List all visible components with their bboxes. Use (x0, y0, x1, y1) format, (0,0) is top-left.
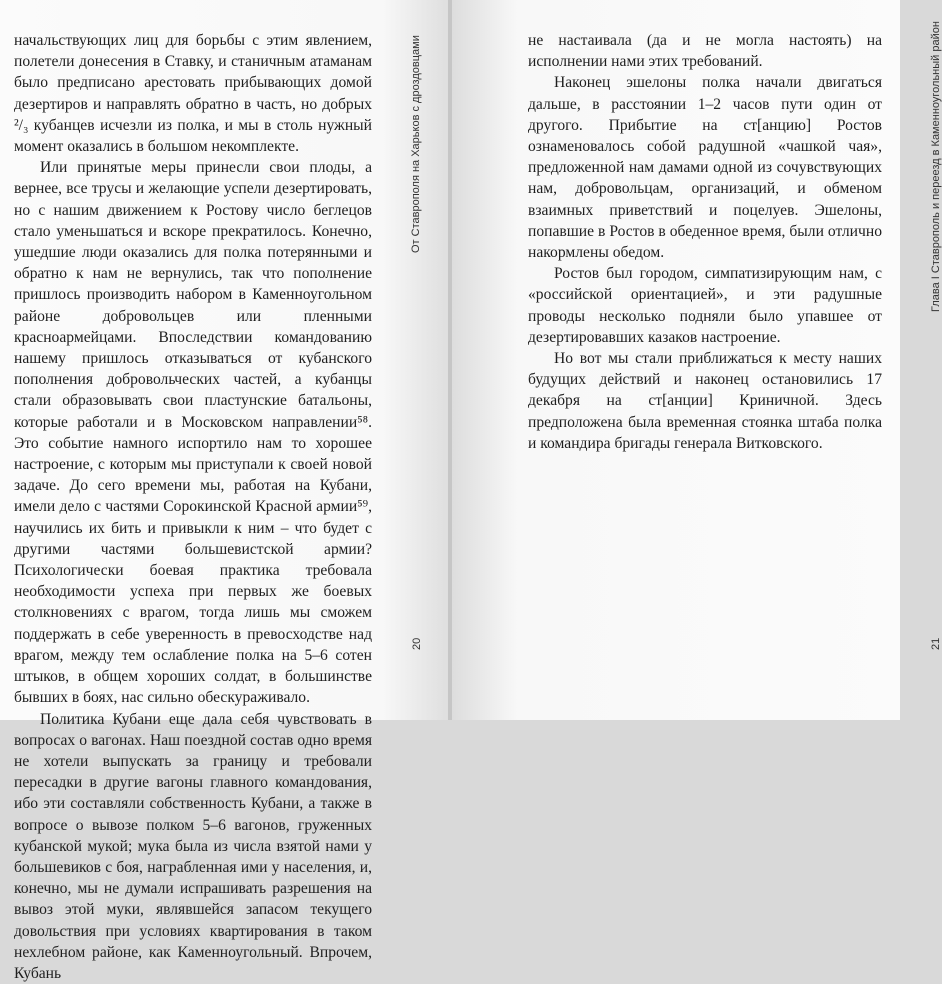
book-gutter (448, 0, 452, 720)
paragraph: Или принятые меры принесли свои плоды, а вернее, все трусы и желающие успели дезертировать, но с нашим движением к Ростову число беглецов стало уменьшаться и вскоре прекратилось. Конечно, ушедшие люди оказались для полка потерянными и обратно к нам не вернулись, так что пополнение пришлось производить набором в Каменноугольном районе добровольцев или пленными красноармейцами. Впоследствии командованию нашему пришлось отказываться от кубанского пополнения добровольческих частей, а кубанцы стали образовывать свои пластунские батальоны, которые работали и в Московском направлении⁵⁸. Это событие намного испортило нам то хорошее настроение, с которым мы приступали к своей новой задаче. До сего времени мы, работая на Кубани, имели дело с частями Сорокинской Красной армии⁵⁹, научились их бить и привыкли к ним – что будет с другими частями большевистской армии? Психологически боевая практика требовала необходимости успеха при первых же боевых столкновениях с врагом, тогда лишь мы сможем поддержать в себе уверенность в превосходстве над врагом, между тем ослабление полка на 5–6 сотен штыков, в общем хороших солдат, в большинстве бывших в боях, нас сильно обескураживало. (14, 157, 372, 708)
paragraph: начальствующих лиц для борьбы с этим явлением, полетели донесения в Ставку, и станичным атаманам было предписано арестовать прибывающих домой дезертиров и направлять обратно в часть, но добрых ²/₃ кубанцев исчезли из полка, и мы в столь нужный момент оказались в большом некомплекте. (14, 30, 372, 157)
page-number: 20 (411, 638, 423, 650)
paragraph: Но вот мы стали приближаться к месту наших будущих действий и наконец остановились 17 декабря на ст[анции] Криничной. Здесь предположена была временная стоянка штаба полка и командира бригады генерала Витковского. (528, 348, 882, 454)
page-number: 21 (930, 638, 942, 650)
right-page-text (528, 30, 882, 454)
left-page-text (14, 30, 372, 984)
paragraph: Наконец эшелоны полка начали двигаться дальше, в расстоянии 1–2 часов пути один от другого. Прибытие на ст[анцию] Ростов ознаменовалось собой радушной «чашкой чая», предложенной нам дамами одной из сочувствующих нам, добровольцам, организаций, и обменом взаимных приветствий и поцелуев. Эшелоны, попавшие в Ростов в обеденное время, были отлично накормлены обедом. (528, 72, 882, 263)
left-page (0, 0, 450, 720)
paragraph: Политика Кубани еще дала себя чувствовать в вопросах о вагонах. Наш поездной состав одно время не хотели выпускать за границу и требовали пересадки в другие вагоны главного командования, ибо эти составляли собственность Кубани, а также в вопросе о вывозе полком 5–6 вагонов, груженных кубанской мукой; мука была из числа взятой нами у большевиков с боя, награбленная ими у населения, и, конечно, мы не думали испрашивать разрешения на вывоз этой муки, являвшейся запасом текущего довольствия при условиях квартирования в таком нехлебном районе, как Каменноугольный. Впрочем, Кубань (14, 709, 372, 984)
paragraph: не настаивала (да и не могла настоять) на исполнении нами этих требований. (528, 30, 882, 72)
running-head: От Ставрополя на Харьков с дроздовцами (410, 35, 422, 253)
running-head: Глава I Ставрополь и переезд в Каменноугольный район (930, 21, 942, 312)
paragraph: Ростов был городом, симпатизирующим нам, с «российской ориентацией», и эти радушные проводы несколько подняли было упавшее от дезертировавших казаков настроение. (528, 263, 882, 348)
